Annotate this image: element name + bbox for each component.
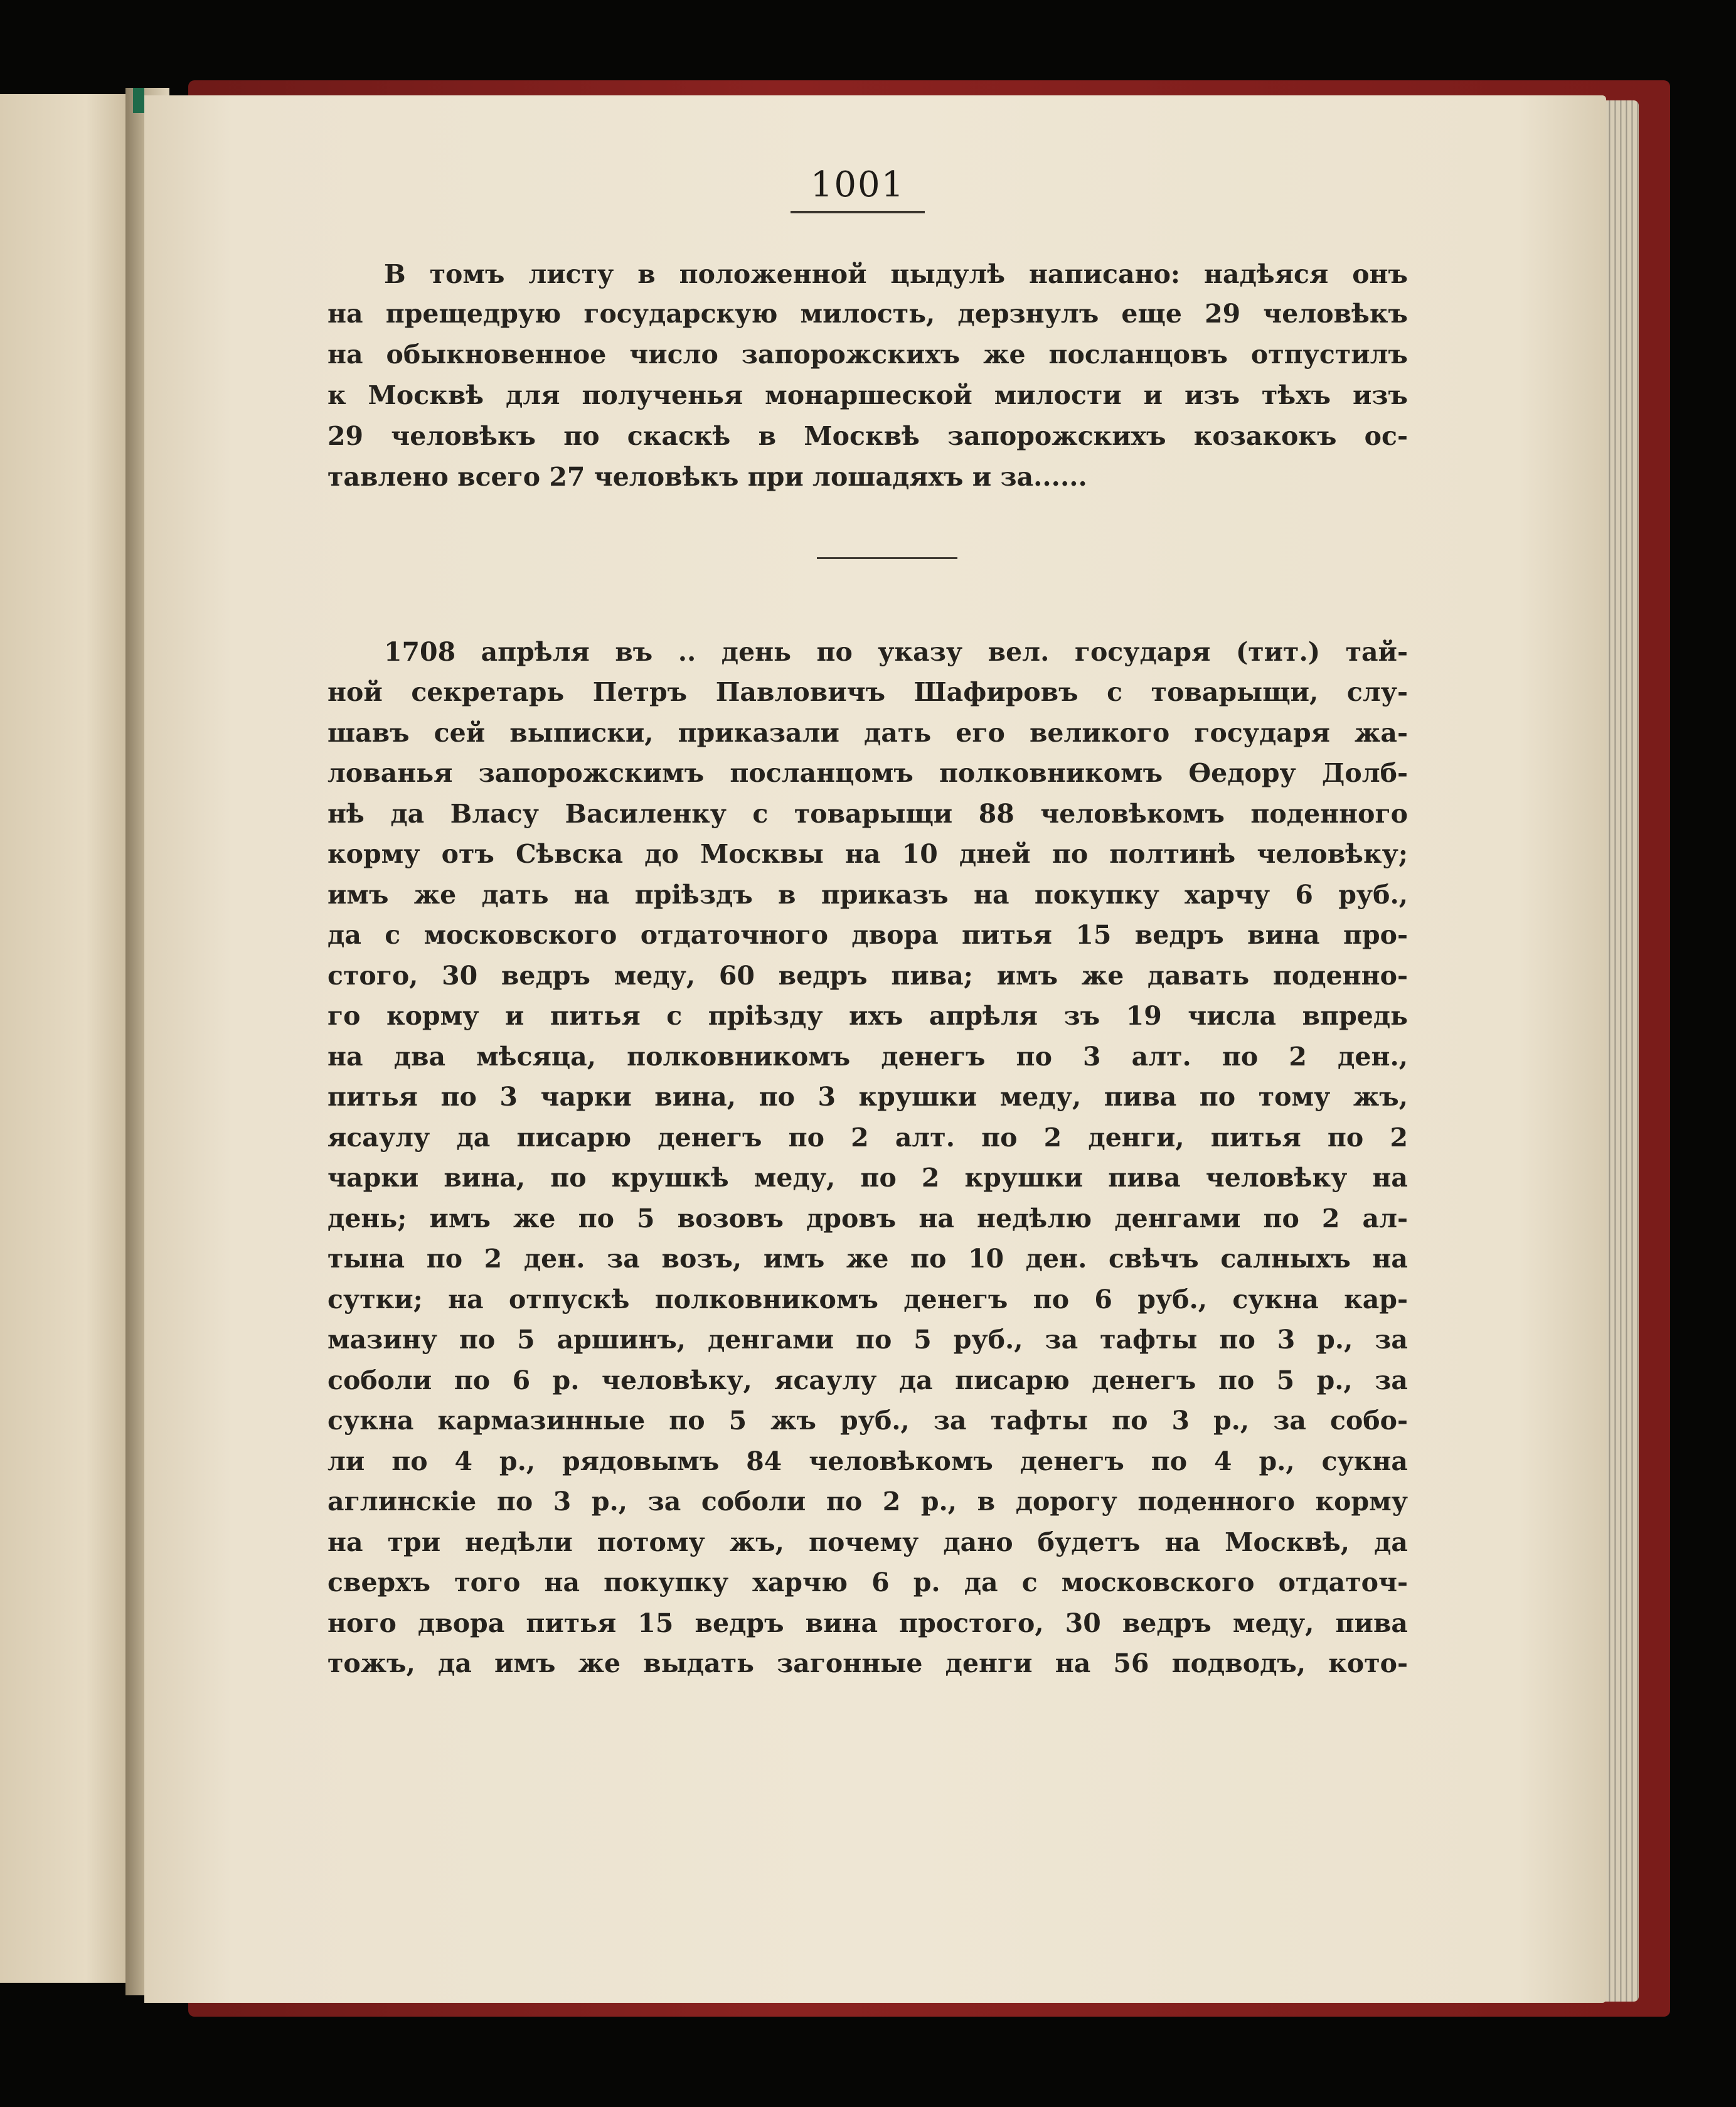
text-line: 29 человѣкъ по скаскѣ в Москвѣ запорожскихъ козакокъ ос-: [327, 421, 1408, 451]
text-line: соболи по 6 р. человѣку, ясаулу да писарю денегъ по 5 р., за: [327, 1365, 1408, 1395]
text-line: на два мѣсяца, полковникомъ денегъ по 3 алт. по 2 ден.,: [327, 1042, 1408, 1072]
text-line: корму отъ Сѣвска до Москвы на 10 дней по полтинѣ человѣку;: [327, 839, 1408, 869]
text-line: аглинскiе по 3 р., за соболи по 2 р., в дорогу поденного корму: [327, 1486, 1408, 1517]
text-line: день; имъ же по 5 возовъ дровъ на недѣлю денгами по 2 ал-: [327, 1203, 1408, 1234]
text-line: сверхъ того на покупку харчю 6 р. да с московского отдаточ-: [327, 1567, 1408, 1598]
text-line: шавъ сей выписки, приказали дать его великого государя жа-: [327, 718, 1408, 748]
text-line: тожъ, да имъ же выдать загонные денги на 56 подводъ, кото-: [327, 1648, 1408, 1678]
text-line: В томъ листу в положенной цыдулѣ написано: надѣяся онъ: [384, 259, 1408, 289]
text-line: сутки; на отпускѣ полковникомъ денегъ по 6 руб., сукна кар-: [327, 1284, 1408, 1315]
page-number-underline: [791, 211, 925, 213]
text-line: к Москвѣ для полученья монаршеской милости и изъ тѣхъ изъ: [327, 380, 1408, 410]
text-line: ясаулу да писарю денегъ по 2 алт. по 2 денги, питья по 2: [327, 1123, 1408, 1153]
text-line: 1708 апрѣля въ .. день по указу вел. государя (тит.) тай-: [384, 637, 1408, 667]
text-line: ной секретарь Петръ Павловичъ Шафировъ с товарыщи, слу-: [327, 677, 1408, 707]
text-line: на три недѣли потому жъ, почему дано будетъ на Москвѣ, да: [327, 1527, 1408, 1557]
text-line: сукна кармазинные по 5 жъ руб., за тафты по 3 р., за собо-: [327, 1406, 1408, 1436]
text-line: стого, 30 ведръ меду, 60 ведръ пива; имъ же давать поденно-: [327, 961, 1408, 991]
text-line: нѣ да Власу Василенку с товарыщи 88 человѣкомъ поденного: [327, 799, 1408, 829]
text-line: лованья запорожскимъ посланцомъ полковникомъ Ѳедору Долб-: [327, 758, 1408, 788]
section-divider: [817, 557, 957, 559]
text-line: да с московского отдаточного двора питья 15 ведръ вина про-: [327, 920, 1408, 950]
text-line: на прещедрую государскую милость, дерзнулъ еще 29 человѣкъ: [327, 299, 1408, 329]
text-line: ного двора питья 15 ведръ вина простого, 30 ведръ меду, пива: [327, 1608, 1408, 1638]
text-line: имъ же дать на прiѣздъ в приказъ на покупку харчу 6 руб.,: [327, 880, 1408, 910]
text-line: тавлено всего 27 человѣкъ при лошадяхъ и за......: [327, 462, 1087, 492]
text-line: ли по 4 р., рядовымъ 84 человѣкомъ денегъ по 4 р., сукна: [327, 1446, 1408, 1476]
text-line: питья по 3 чарки вина, по 3 крушки меду, пива по тому жъ,: [327, 1082, 1408, 1112]
bookmark-ribbon: [133, 88, 144, 113]
page-number: 1001: [810, 164, 905, 205]
text-line: на обыкновенное число запорожскихъ же посланцовъ отпустилъ: [327, 339, 1408, 370]
text-line: тына по 2 ден. за возъ, имъ же по 10 ден. свѣчъ салныхъ на: [327, 1244, 1408, 1274]
text-line: мазину по 5 аршинъ, денгами по 5 руб., за тафты по 3 р., за: [327, 1325, 1408, 1355]
text-line: чарки вина, по крушкѣ меду, по 2 крушки пива человѣку на: [327, 1163, 1408, 1193]
text-line: го корму и питья с прiѣзду ихъ апрѣля зъ 19 числа впредь: [327, 1001, 1408, 1031]
